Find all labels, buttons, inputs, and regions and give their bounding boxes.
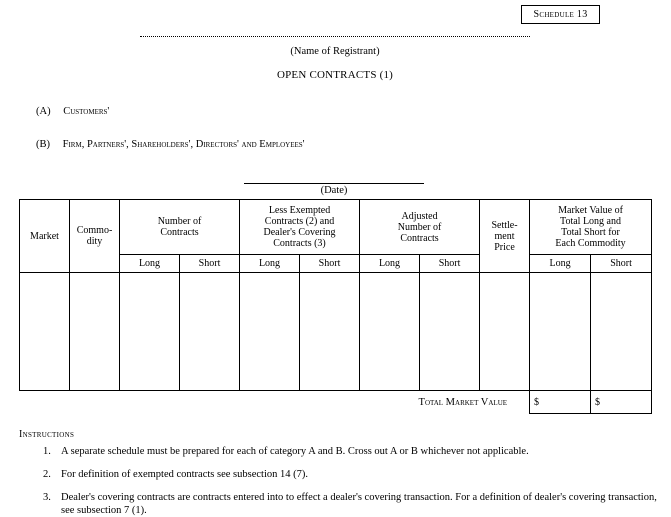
category-a-text: Customers' bbox=[63, 106, 110, 117]
cell-value-long[interactable] bbox=[530, 273, 591, 391]
total-short-field[interactable]: $ bbox=[591, 391, 652, 414]
subheader-long: Long bbox=[530, 255, 591, 273]
instructions-heading: Instructions bbox=[19, 429, 75, 440]
instruction-text: Dealer's covering contracts are contracts entered into to effect a dealer's covering transaction. For a definition of dealer's covering transaction, see subsection 7 (1). bbox=[61, 492, 657, 516]
header-commodity: Commo- dity bbox=[70, 200, 120, 273]
instruction-item bbox=[43, 491, 663, 517]
cell-adjusted-short[interactable] bbox=[420, 273, 480, 391]
category-a bbox=[36, 106, 109, 117]
registrant-name-line[interactable] bbox=[140, 36, 530, 37]
subheader-short: Short bbox=[591, 255, 652, 273]
subheader-long: Long bbox=[240, 255, 300, 273]
instruction-number: 3. bbox=[43, 492, 51, 503]
header-adjusted: Adjusted Number of Contracts bbox=[360, 200, 480, 255]
cell-market[interactable] bbox=[20, 273, 70, 391]
header-number-of-contracts: Number of Contracts bbox=[120, 200, 240, 255]
subheader-short: Short bbox=[180, 255, 240, 273]
cell-settlement-price[interactable] bbox=[480, 273, 530, 391]
instruction-item bbox=[43, 468, 663, 481]
registrant-caption: (Name of Registrant) bbox=[290, 46, 380, 57]
header-less-exempted: Less Exempted Contracts (2) and Dealer's Covering Contracts (3) bbox=[240, 200, 360, 255]
header-market-value: Market Value of Total Long and Total Short for Each Commodity bbox=[530, 200, 652, 255]
cell-commodity[interactable] bbox=[70, 273, 120, 391]
date-line[interactable] bbox=[244, 183, 424, 184]
subheader-long: Long bbox=[120, 255, 180, 273]
instruction-number: 1. bbox=[43, 446, 51, 457]
instruction-number: 2. bbox=[43, 469, 51, 480]
cell-adjusted-long[interactable] bbox=[360, 273, 420, 391]
open-contracts-table bbox=[19, 199, 652, 414]
date-caption: (Date) bbox=[320, 185, 348, 196]
total-long-field[interactable]: $ bbox=[530, 391, 591, 414]
category-a-letter: (A) bbox=[36, 106, 51, 117]
cell-exempted-short[interactable] bbox=[300, 273, 360, 391]
category-b bbox=[36, 139, 305, 150]
category-b-letter: (B) bbox=[36, 139, 50, 150]
instruction-text: For definition of exempted contracts see subsection 14 (7). bbox=[61, 469, 308, 480]
instruction-item bbox=[43, 445, 663, 458]
category-b-text: Firm, Partners', Shareholders', Directors' and Employees' bbox=[62, 139, 305, 150]
cell-number-long[interactable] bbox=[120, 273, 180, 391]
instruction-text: A separate schedule must be prepared for each of category A and B. Cross out A or B whichever not applicable. bbox=[61, 446, 529, 457]
cell-number-short[interactable] bbox=[180, 273, 240, 391]
subheader-short: Short bbox=[420, 255, 480, 273]
schedule-label: Schedule 13 bbox=[521, 5, 600, 24]
subheader-short: Short bbox=[300, 255, 360, 273]
total-market-value-label: Total Market Value bbox=[418, 396, 508, 408]
header-market: Market bbox=[20, 200, 70, 273]
cell-exempted-long[interactable] bbox=[240, 273, 300, 391]
subheader-long: Long bbox=[360, 255, 420, 273]
cell-value-short[interactable] bbox=[591, 273, 652, 391]
form-title: OPEN CONTRACTS (1) bbox=[276, 69, 394, 81]
header-settlement-price: Settle- ment Price bbox=[480, 200, 530, 273]
